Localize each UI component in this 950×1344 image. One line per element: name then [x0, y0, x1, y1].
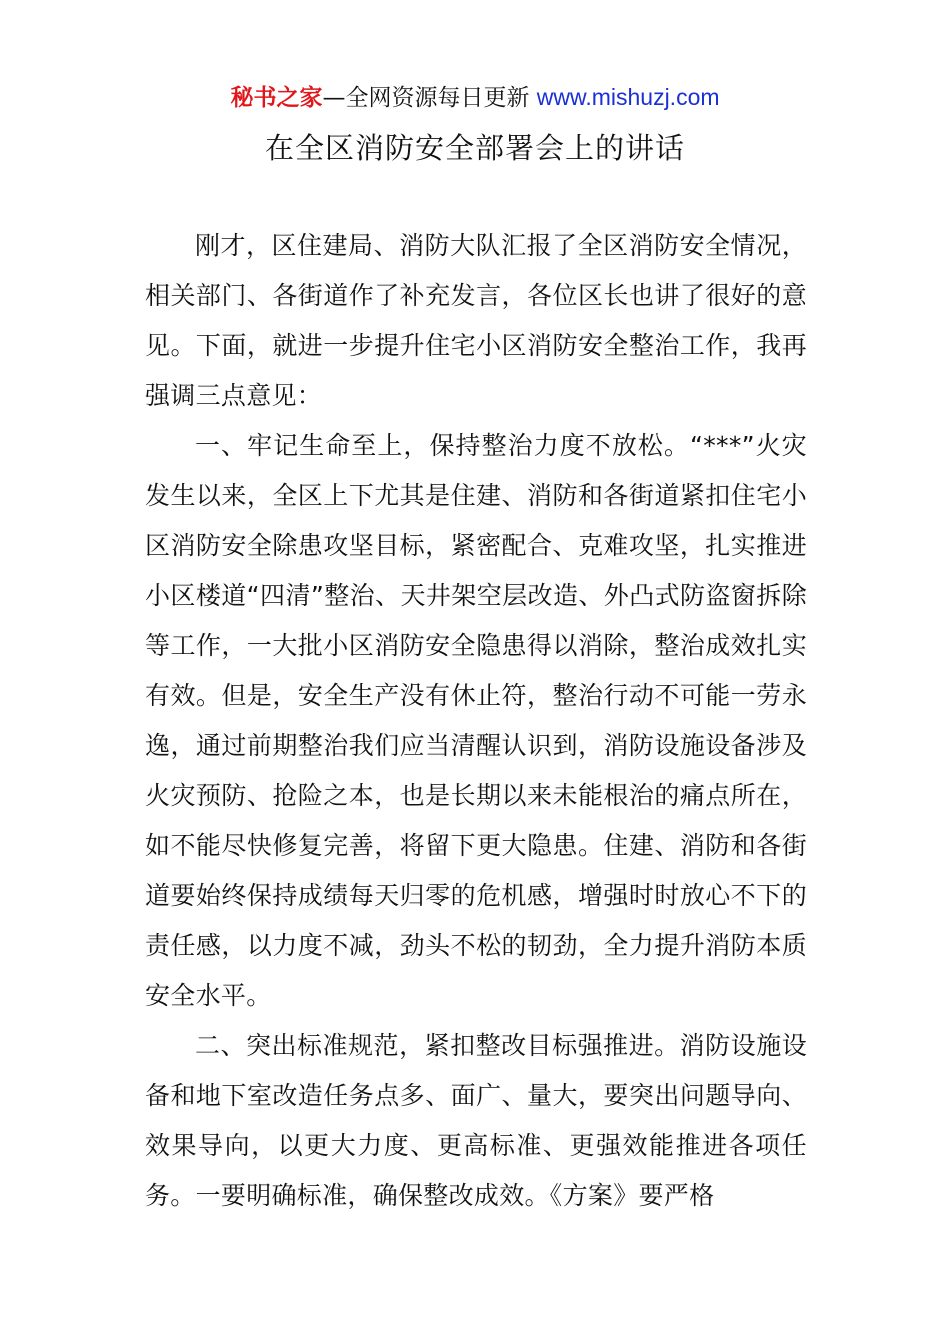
site-header: [0, 82, 950, 113]
paragraph-point-two: 二、突出标准规范，紧扣整改目标强推进。消防设施设备和地下室改造任务点多、面广、量大，要突出问题导向、效果导向，以更大力度、更高标准、更强效能推进各项任务。一要明确标准，确保整改成效。《方案》要严格: [145, 1031, 807, 1210]
site-url-link[interactable]: www.mishuzj.com: [536, 84, 720, 110]
header-tagline: —全网资源每日更新: [322, 85, 537, 111]
paragraph-intro: 刚才，区住建局、消防大队汇报了全区消防安全情况，相关部门、各街道作了补充发言，各位区长也讲了很好的意见。下面，就进一步提升住宅小区消防安全整治工作，我再强调三点意见：: [145, 231, 807, 410]
brand-name: 秘书之家: [230, 85, 323, 111]
paragraph-point-one: 一、牢记生命至上，保持整治力度不放松。“***”火灾发生以来，全区上下尤其是住建、消防和各街道紧扣住宅小区消防安全除患攻坚目标，紧密配合、克难攻坚，扎实推进小区楼道“四清”整治、天井架空层改造、外凸式防盗窗拆除等工作，一大批小区消防安全隐患得以消除，整治成效扎实有效。但是，安全生产没有休止符，整治行动不可能一劳永逸，通过前期整治我们应当清醒认识到，消防设施设备涉及火灾预防、抢险之本，也是长期以来未能根治的痛点所在，如不能尽快修复完善，将留下更大隐患。住建、消防和各街道要始终保持成绩每天归零的危机感，增强时时放心不下的责任感，以力度不减，劲头不松的韧劲，全力提升消防本质安全水平。: [145, 431, 807, 1010]
document-title: 在全区消防安全部署会上的讲话: [264, 131, 685, 165]
document-body: [145, 221, 807, 1221]
